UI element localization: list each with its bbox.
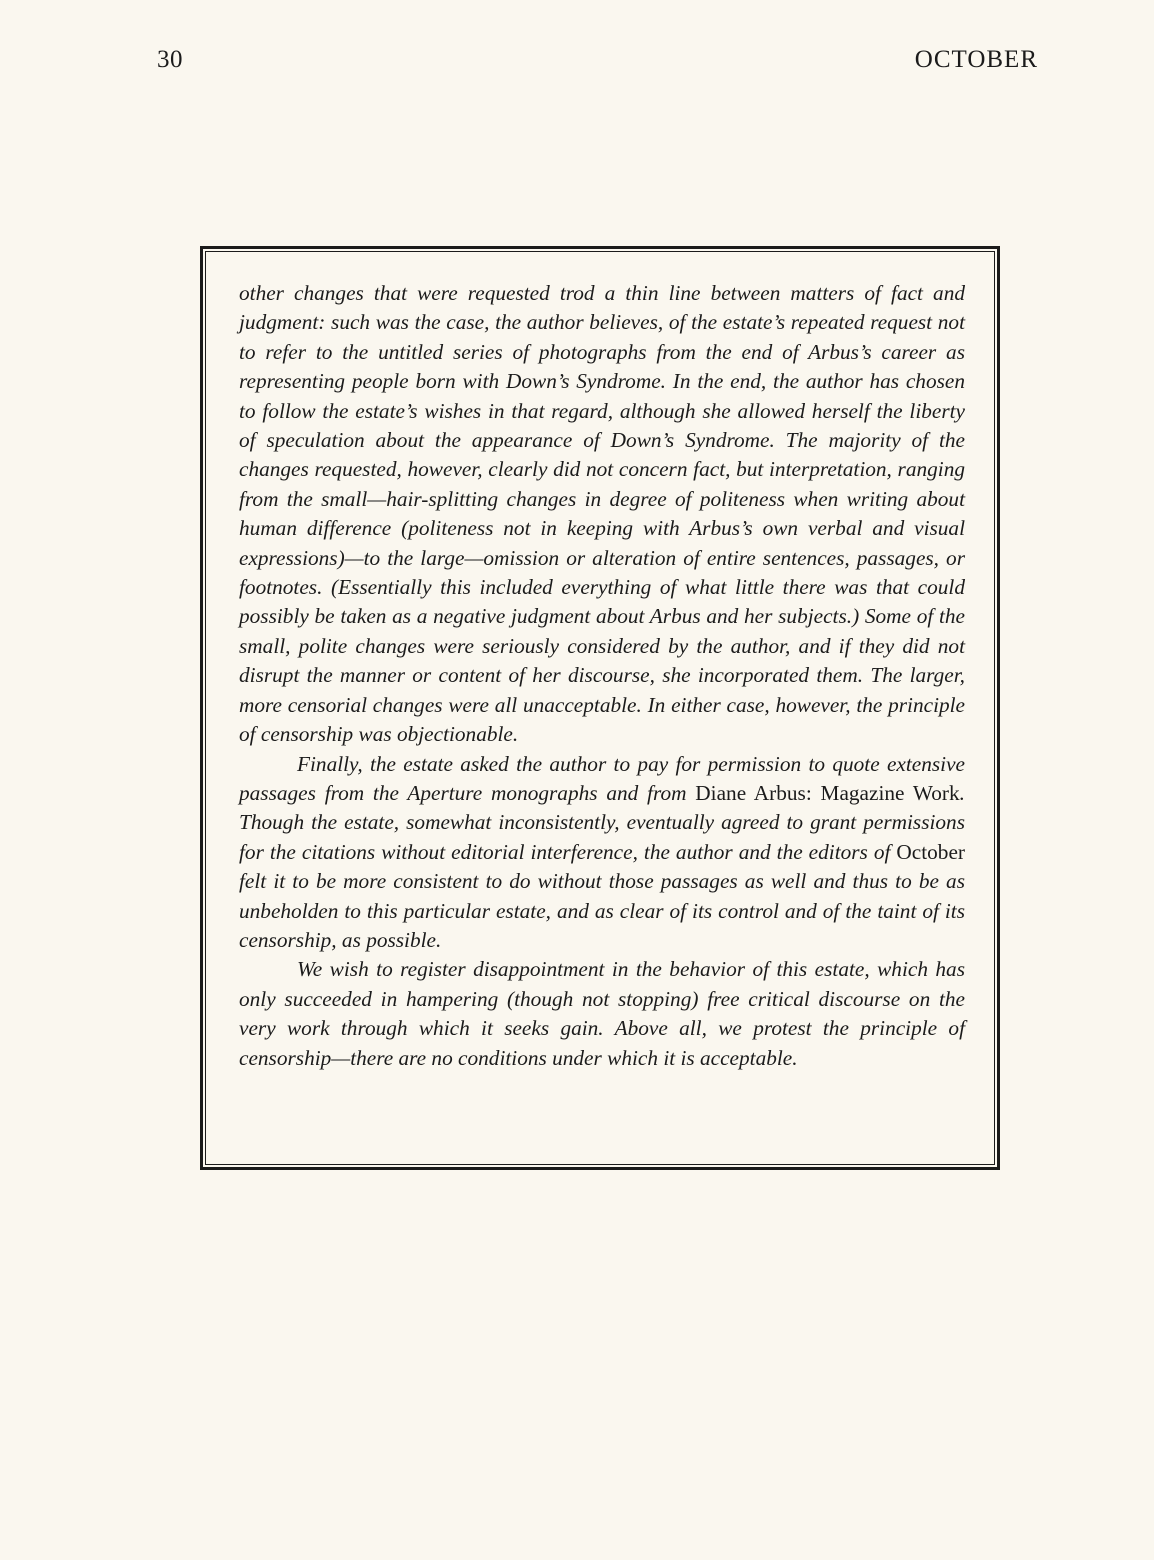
page-number: 30 (157, 46, 183, 73)
paragraph-2-text-b: . Though the estate, somewhat inconsistently, eventually agreed to grant permissions for the citations without editorial interference, the author and the editors of (239, 780, 965, 864)
paragraph-2-text-a: Finally, the estate asked the author to pay for permission to quote extensive passages from the Aperture monographs and from (239, 751, 965, 805)
running-head-journal-title: OCTOBER (914, 46, 1038, 73)
notice-paragraph-2 (239, 750, 965, 956)
journal-title-inline: October (896, 839, 965, 864)
book-title: Diane Arbus: Magazine Work (695, 780, 960, 805)
notice-paragraph-1: other changes that were requested trod a thin line between matters of fact and judgment: such was the case, the author believes, of the estate’s repeated request not to refer to the untitled series of photographs from the end of Arbus’s career as representing people born with Down’s Syndrome. In the end, the author has chosen to follow the estate’s wishes in that regard, although she allowed herself the liberty of speculation about the appearance of Down’s Syndrome. The majority of the changes requested, however, clearly did not concern fact, but interpretation, ranging from the small—hair-splitting changes in degree of politeness when writing about human difference (politeness not in keeping with Arbus’s own verbal and visual expressions)—to the large—omission or alteration of entire sentences, passages, or footnotes. (Essentially this included everything of what little there was that could possibly be taken as a negative judgment about Arbus and her subjects.) Some of the small, polite changes were seriously considered by the author, and if they did not disrupt the manner or content of her discourse, she incorporated them. The larger, more censorial changes were all unacceptable. In either case, however, the principle of censorship was objectionable. (239, 281, 965, 747)
paragraph-2-text-c: felt it to be more consistent to do without those passages as well and thus to be as unbeholden to this particular estate, and as clear of its control and of the taint of its censorship, as possible. (239, 869, 965, 952)
notice-paragraph-3: We wish to register disappointment in the behavior of this estate, which has only succeeded in hampering (though not stopping) free critical discourse on the very work through which it seeks gain. Above all, we protest the principle of censorship—there are no conditions under which it is acceptable. (239, 957, 965, 1070)
editorial-notice-box (200, 246, 1000, 1170)
